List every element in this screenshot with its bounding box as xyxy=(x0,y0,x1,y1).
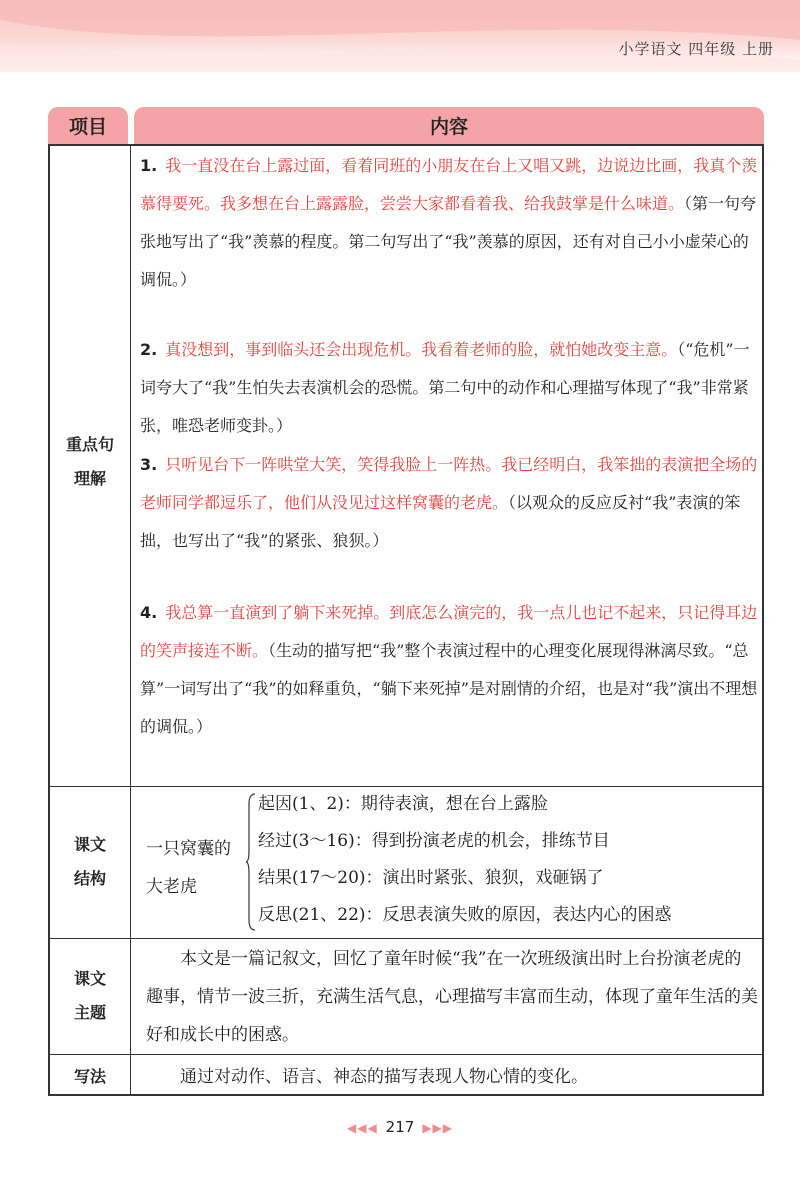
page-footer xyxy=(0,1118,800,1136)
structure-branch: 结果(17～20)：演出时紧张、狼狈，戏砸锅了 xyxy=(258,868,604,888)
right-arrows-icon: ▶▶▶ xyxy=(422,1121,453,1135)
analysis-text: （生动的描写把“我”整个表演过程中的心理变化展现得淋漓尽致。“总算”一词写出了“我”的如释重负，“躺下来死掉”是对剧情的介绍，也是对“我”演出不理想的调侃。） xyxy=(140,641,758,736)
quote-text: 我总算一直演到了躺下来死掉。到底怎么演完的，我一点儿也记不起来，只记得耳边的笑声接连不断。 xyxy=(140,603,758,660)
book-title: 小学语文 四年级 上册 xyxy=(618,40,774,58)
key-sentence-item: 1. 我一直没在台上露过面，看着同班的小朋友在台上又唱又跳，边说边比画，我真个羡慕得要死。我多想在台上露露脸，尝尝大家都看着我、给我鼓掌是什么味道。（第一句夸张地写出了“我”羡慕的程度。第二句写出了“我”羡慕的原因，还有对自己小小虚荣心的调侃。） xyxy=(140,156,758,289)
left-arrows-icon: ◀◀◀ xyxy=(346,1121,378,1135)
structure-branches xyxy=(258,786,758,934)
column-header-item: 项目 xyxy=(48,107,128,144)
key-sentence-item: 3. 只听见台下一阵哄堂大笑，笑得我脸上一阵热。我已经明白，我笨拙的表演把全场的老师同学都逗乐了，他们从没见过这样窝囊的老虎。（以观众的反应反衬“我”表演的笨拙，也写出了“我”的紧张、狼狈。） xyxy=(140,455,758,550)
structure-branch: 经过(3～16)：得到扮演老虎的机会，排练节目 xyxy=(258,831,610,851)
row-label-key-sentences: 重点句 理解 xyxy=(65,435,114,488)
row-label-writing: 写法 xyxy=(73,1067,106,1086)
table-column-divider xyxy=(130,144,131,1096)
key-sentence-item: 4. 我总算一直演到了躺下来死掉。到底怎么演完的，我一点儿也记不起来，只记得耳边的笑声接连不断。（生动的描写把“我”整个表演过程中的心理变化展现得淋漓尽致。“总算”一词写出了“我”的如释重负，“躺下来死掉”是对剧情的介绍，也是对“我”演出不理想的调侃。） xyxy=(140,603,758,736)
analysis-text: （“危机”一词夸大了“我”生怕失去表演机会的恐慌。第二句中的动作和心理描写体现了“我”非常紧张，唯恐老师变卦。） xyxy=(140,340,750,435)
structure-root: 一只窝囊的 大老虎 xyxy=(146,839,231,897)
quote-text: 真没想到，事到临头还会出现危机。我看着老师的脸，就怕她改变主意。 xyxy=(165,340,678,359)
quote-text: 只听见台下一阵哄堂大笑，笑得我脸上一阵热。我已经明白，我笨拙的表演把全场的老师同学都逗乐了，他们从没见过这样窝囊的老虎。 xyxy=(140,455,758,512)
column-header-content: 内容 xyxy=(134,107,764,144)
analysis-text: （以观众的反应反衬“我”表演的笨拙，也写出了“我”的紧张、狼狈。） xyxy=(140,493,741,550)
page-number: 217 xyxy=(385,1118,415,1136)
row-divider xyxy=(48,1054,764,1055)
analysis-text: （第一句夸张地写出了“我”羡慕的程度。第二句写出了“我”羡慕的原因，还有对自己小小虚荣心的调侃。） xyxy=(140,194,757,289)
structure-branch: 起因(1、2)：期待表演，想在台上露脸 xyxy=(258,794,548,814)
writing-text: 通过对动作、语言、神态的描写表现人物心情的变化。 xyxy=(180,1067,588,1087)
key-sentence-item: 2. 真没想到，事到临头还会出现危机。我看着老师的脸，就怕她改变主意。（“危机”一词夸大了“我”生怕失去表演机会的恐慌。第二句中的动作和心理描写体现了“我”非常紧张，唯恐老师变卦。） xyxy=(140,340,750,435)
brace-icon xyxy=(246,792,256,932)
row-divider xyxy=(48,938,764,939)
row-label-theme: 课文 主题 xyxy=(73,969,106,1022)
row-label-structure: 课文 结构 xyxy=(73,835,106,888)
quote-text: 我一直没在台上露过面，看着同班的小朋友在台上又唱又跳，边说边比画，我真个羡慕得要死。我多想在台上露露脸，尝尝大家都看着我、给我鼓掌是什么味道。 xyxy=(140,156,758,213)
structure-branch: 反思(21、22)：反思表演失败的原因，表达内心的困惑 xyxy=(258,905,672,925)
theme-text: 本文是一篇记叙文，回忆了童年时候“我”在一次班级演出时上台扮演老虎的趣事，情节一波三折，充满生活气息，心理描写丰富而生动，体现了童年生活的美好和成长中的困惑。 xyxy=(146,949,758,1045)
